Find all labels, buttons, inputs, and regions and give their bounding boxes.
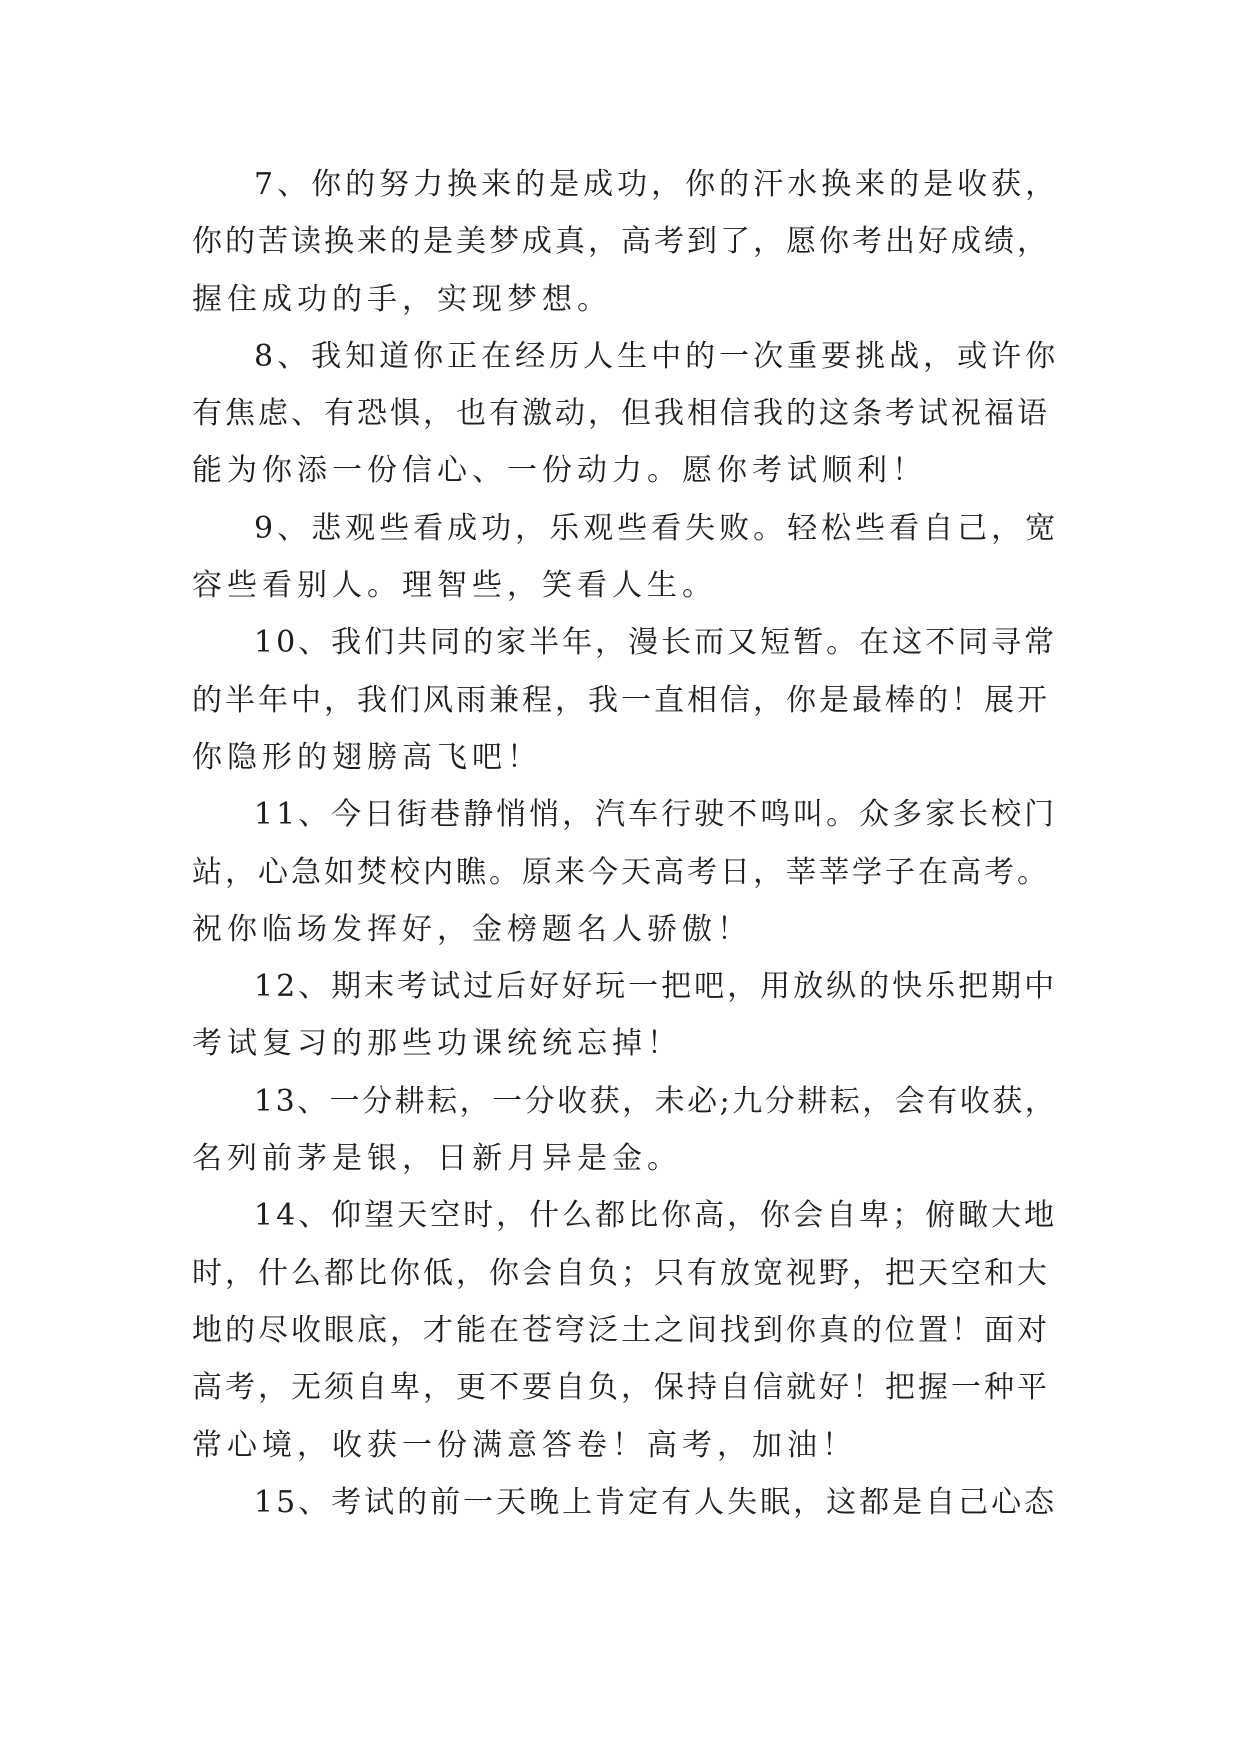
paragraph-12 <box>192 958 1060 1073</box>
paragraph-line: 9、悲观些看成功，乐观些看失败。轻松些看自己，宽 <box>254 510 1060 546</box>
paragraph-line: 8、我知道你正在经历人生中的一次重要挑战，或许你 <box>254 338 1060 374</box>
paragraph-13 <box>192 1073 1060 1188</box>
paragraph-line: 地的尽收眼底，才能在苍穹泛土之间找到你真的位置！面对 <box>192 1312 1050 1348</box>
paragraph-line: 能为你添一份信心、一份动力。愿你考试顺利！ <box>192 453 927 489</box>
paragraph-line: 常心境，收获一份满意答卷！高考，加油！ <box>192 1427 857 1463</box>
paragraph-line: 站，心急如焚校内瞧。原来今天高考日，莘莘学子在高考。 <box>192 854 1050 890</box>
paragraph-line: 12、期末考试过后好好玩一把吧，用放纵的快乐把期中 <box>254 969 1058 1005</box>
paragraph-line: 14、仰望天空时，什么都比你高，你会自卑；俯瞰大地 <box>254 1198 1058 1234</box>
paragraph-line: 祝你临场发挥好，金榜题名人骄傲！ <box>192 911 752 947</box>
paragraph-line: 13、一分耕耘，一分收获，未必;九分耕耘，会有收获， <box>254 1083 1058 1119</box>
paragraph-7 <box>192 156 1060 328</box>
paragraph-line: 11、今日街巷静悄悄，汽车行驶不鸣叫。众多家长校门 <box>254 797 1058 833</box>
paragraph-line: 你的苦读换来的是美梦成真，高考到了，愿你考出好成绩， <box>192 224 1050 260</box>
paragraph-line: 高考，无须自卑，更不要自负，保持自信就好！把握一种平 <box>192 1370 1050 1406</box>
paragraph-9 <box>192 500 1060 615</box>
paragraph-11 <box>192 786 1060 958</box>
paragraph-line: 7、你的努力换来的是成功，你的汗水换来的是收获， <box>254 167 1060 202</box>
paragraph-line: 容些看别人。理智些，笑看人生。 <box>192 568 717 604</box>
paragraph-line: 考试复习的那些功课统统忘掉！ <box>192 1026 682 1062</box>
paragraph-line: 时，什么都比你低，你会自负；只有放宽视野，把天空和大 <box>192 1255 1050 1291</box>
paragraph-line: 你隐形的翅膀高飞吧！ <box>192 739 542 775</box>
paragraph-line: 名列前茅是银，日新月异是金。 <box>192 1141 682 1177</box>
document-body <box>192 156 1060 1531</box>
paragraph-10 <box>192 614 1060 786</box>
paragraph-line: 有焦虑、有恐惧，也有激动，但我相信我的这条考试祝福语 <box>192 396 1050 432</box>
paragraph-line: 握住成功的手，实现梦想。 <box>192 281 612 317</box>
paragraph-line: 15、考试的前一天晚上肯定有人失眠，这都是自己心态 <box>254 1484 1058 1520</box>
paragraph-15 <box>192 1474 1060 1531</box>
paragraph-14 <box>192 1187 1060 1473</box>
paragraph-line: 10、我们共同的家半年，漫长而又短暂。在这不同寻常 <box>254 625 1058 661</box>
paragraph-8 <box>192 328 1060 500</box>
paragraph-line: 的半年中，我们风雨兼程，我一直相信，你是最棒的！展开 <box>192 682 1050 718</box>
